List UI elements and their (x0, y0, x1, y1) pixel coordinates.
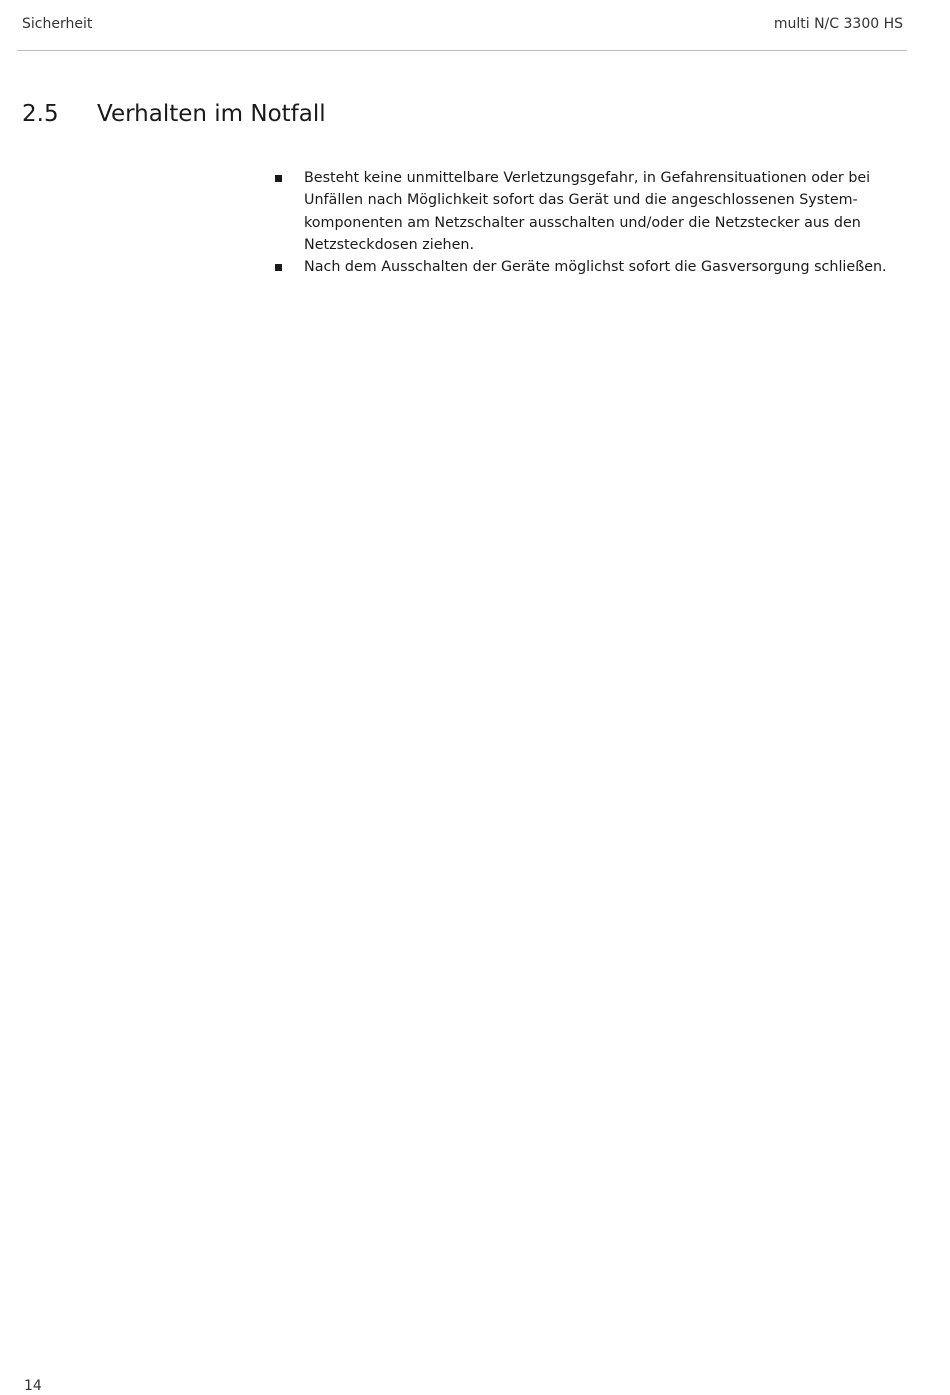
list-item-text: Besteht keine unmittelbare Verletzungsgefahr, in Gefahrensituationen oder bei Unfällen nach Möglichkeit sofort das Gerät und die angeschlossenen Systemkomponenten am Netzschalter ausschalten und/oder die Netzstecker aus den Netzsteckdosen ziehen. (304, 170, 871, 253)
section-title: Verhalten im Notfall (97, 101, 326, 127)
list-item-text: Nach dem Ausschalten der Geräte möglichst sofort die Gasversorgung schließen. (304, 259, 887, 276)
page-number: 14 (24, 1378, 42, 1394)
list-item (274, 256, 904, 278)
square-bullet-icon (275, 264, 282, 271)
header-section-label: Sicherheit (22, 16, 93, 32)
square-bullet-icon (275, 175, 282, 182)
header-divider (17, 50, 907, 51)
list-item (274, 167, 904, 256)
header-product-name: multi N/C 3300 HS (773, 16, 903, 32)
emergency-instructions-list (274, 167, 904, 278)
section-number: 2.5 (22, 101, 59, 127)
